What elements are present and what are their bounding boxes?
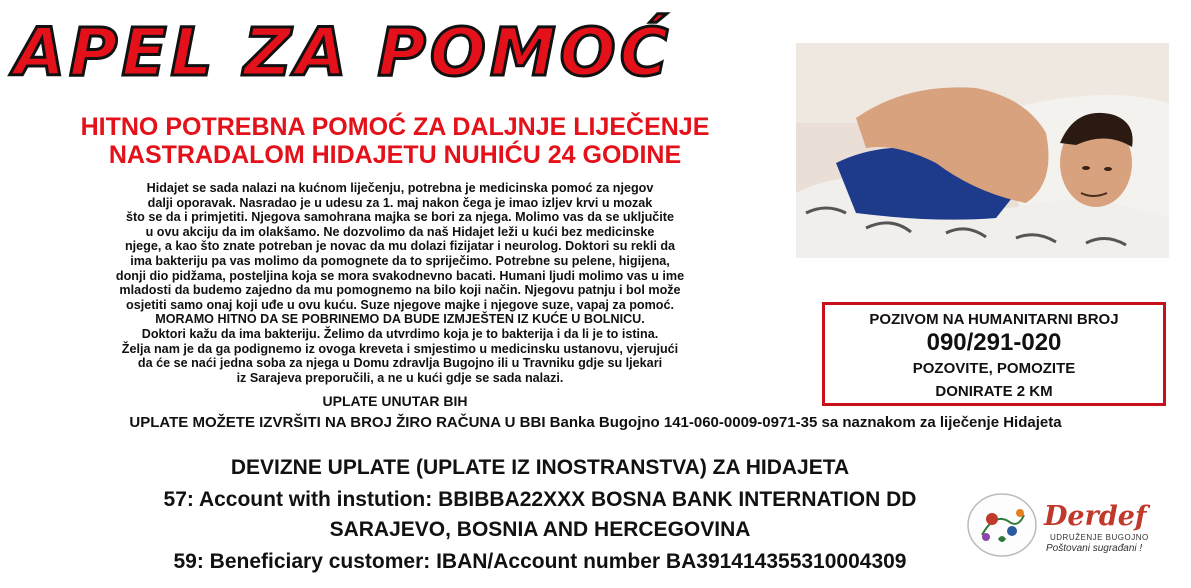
body-line: što se da i primjetiti. Njegova samohrana majka se bori za njega. Molimo vas da se uključite bbox=[125, 210, 674, 225]
body-line: dalji oporavak. Nasradao je u udesu za 1. maj nakon čega je imao izljev krvi u mozak bbox=[147, 195, 653, 210]
logo-slogan: Poštovani sugrađani ! bbox=[1046, 543, 1143, 554]
body-line: Hidajet se sada nalazi na kućnom liječenju, potrebna je medicinska pomoć za njegov bbox=[146, 181, 654, 195]
local-account-text: UPLATE MOŽETE IZVRŠITI NA BROJ ŽIRO RAČUNA U BBI Banka Bugojno 141-060-0009-0971-35 sa naznakom za liječenje Hidajeta bbox=[129, 414, 1062, 431]
derdef-logo bbox=[964, 491, 1174, 561]
swift-account-line-2: SARAJEVO, BOSNIA AND HERCEGOVINA bbox=[329, 518, 751, 541]
donate-text: DONIRATE 2 KM bbox=[935, 383, 1053, 400]
appeal-body bbox=[30, 181, 770, 385]
body-line: mladosti da budemo zajedno da mu pomognemo na bilo koji način. Njegovu patnju i bol može bbox=[119, 283, 681, 298]
humanitarian-number-box bbox=[822, 302, 1166, 406]
local-payment-heading: UPLATE UNUTAR BIH bbox=[322, 393, 468, 409]
body-line: da će se naći jedna soba za njega u Domu zdravlja Bugojno ili u Travniku gdje su ljekari bbox=[137, 356, 663, 371]
logo-brand: Derdef bbox=[1044, 501, 1147, 532]
body-line: njege, a kao što znate potreban je novac da mu dolazi fizijatar i neurolog. Doktori su rekli da bbox=[124, 239, 676, 254]
body-line: Doktori kažu da ima bakteriju. Želimo da utvrdimo koja je to bakterija i da li je to istina. bbox=[141, 326, 659, 341]
body-line: ima bakteriju pa vas molimo da pomognete da to spriječimo. Potrebne su pelene, higijena, bbox=[130, 253, 670, 268]
body-line: donji dio pidžama, posteljina koja se mora svakodnevno bacati. Humani ljudi molimo vas u ime bbox=[115, 268, 685, 283]
body-line: Želja nam je da ga podignemo iz ovoga kreveta i smjestimo u medicinsku ustanovu, vjerujući bbox=[121, 341, 679, 356]
swift-account-line: 57: Account with instution: BBIBBA22XXX BOSNA BANK INTERNATION DD bbox=[163, 488, 917, 511]
humanitarian-label: POZIVOM NA HUMANITARNI BROJ bbox=[869, 311, 1119, 328]
floral-emblem-icon bbox=[964, 491, 1040, 559]
subheading-line-1: HITNO POTREBNA POMOĆ ZA DALJNJE LIJEČENJE bbox=[80, 113, 710, 141]
body-line: osjetiti samo onaj koji uđe u ovu kuću. Suze njegove majke i njegove suze, vapaj za pomoć. bbox=[126, 297, 674, 312]
foreign-payment-heading: DEVIZNE UPLATE (UPLATE IZ INOSTRANSTVA) ZA HIDAJETA bbox=[230, 456, 850, 479]
body-line-urgent: MORAMO HITNO DA SE POBRINEMO DA BUDE IZMJEŠTEN IZ KUĆE U BOLNICU. bbox=[155, 312, 645, 327]
logo-org: UDRUŽENJE BUGOJNO bbox=[1050, 533, 1149, 542]
call-text: POZOVITE, POMOZITE bbox=[912, 360, 1076, 377]
patient-photo bbox=[796, 43, 1169, 258]
appeal-title: APEL ZA POMOĆ bbox=[14, 14, 673, 91]
subheading-line-2: NASTRADALOM HIDAJETU NUHIĆU 24 GODINE bbox=[108, 141, 682, 169]
body-line: iz Sarajeva preporučili, a ne u kući gdje se sada nalazi. bbox=[236, 370, 564, 385]
body-line: u ovu akciju da im olakšamo. Ne dozvolimo da naš Hidajet leži u kući bez medicinske bbox=[145, 224, 655, 239]
humanitarian-number[interactable]: 090/291-020 bbox=[926, 329, 1062, 356]
iban-line: 59: Beneficiary customer: IBAN/Account number BA391414355310004309 bbox=[173, 550, 907, 573]
patient-photo-illustration bbox=[796, 43, 1169, 258]
